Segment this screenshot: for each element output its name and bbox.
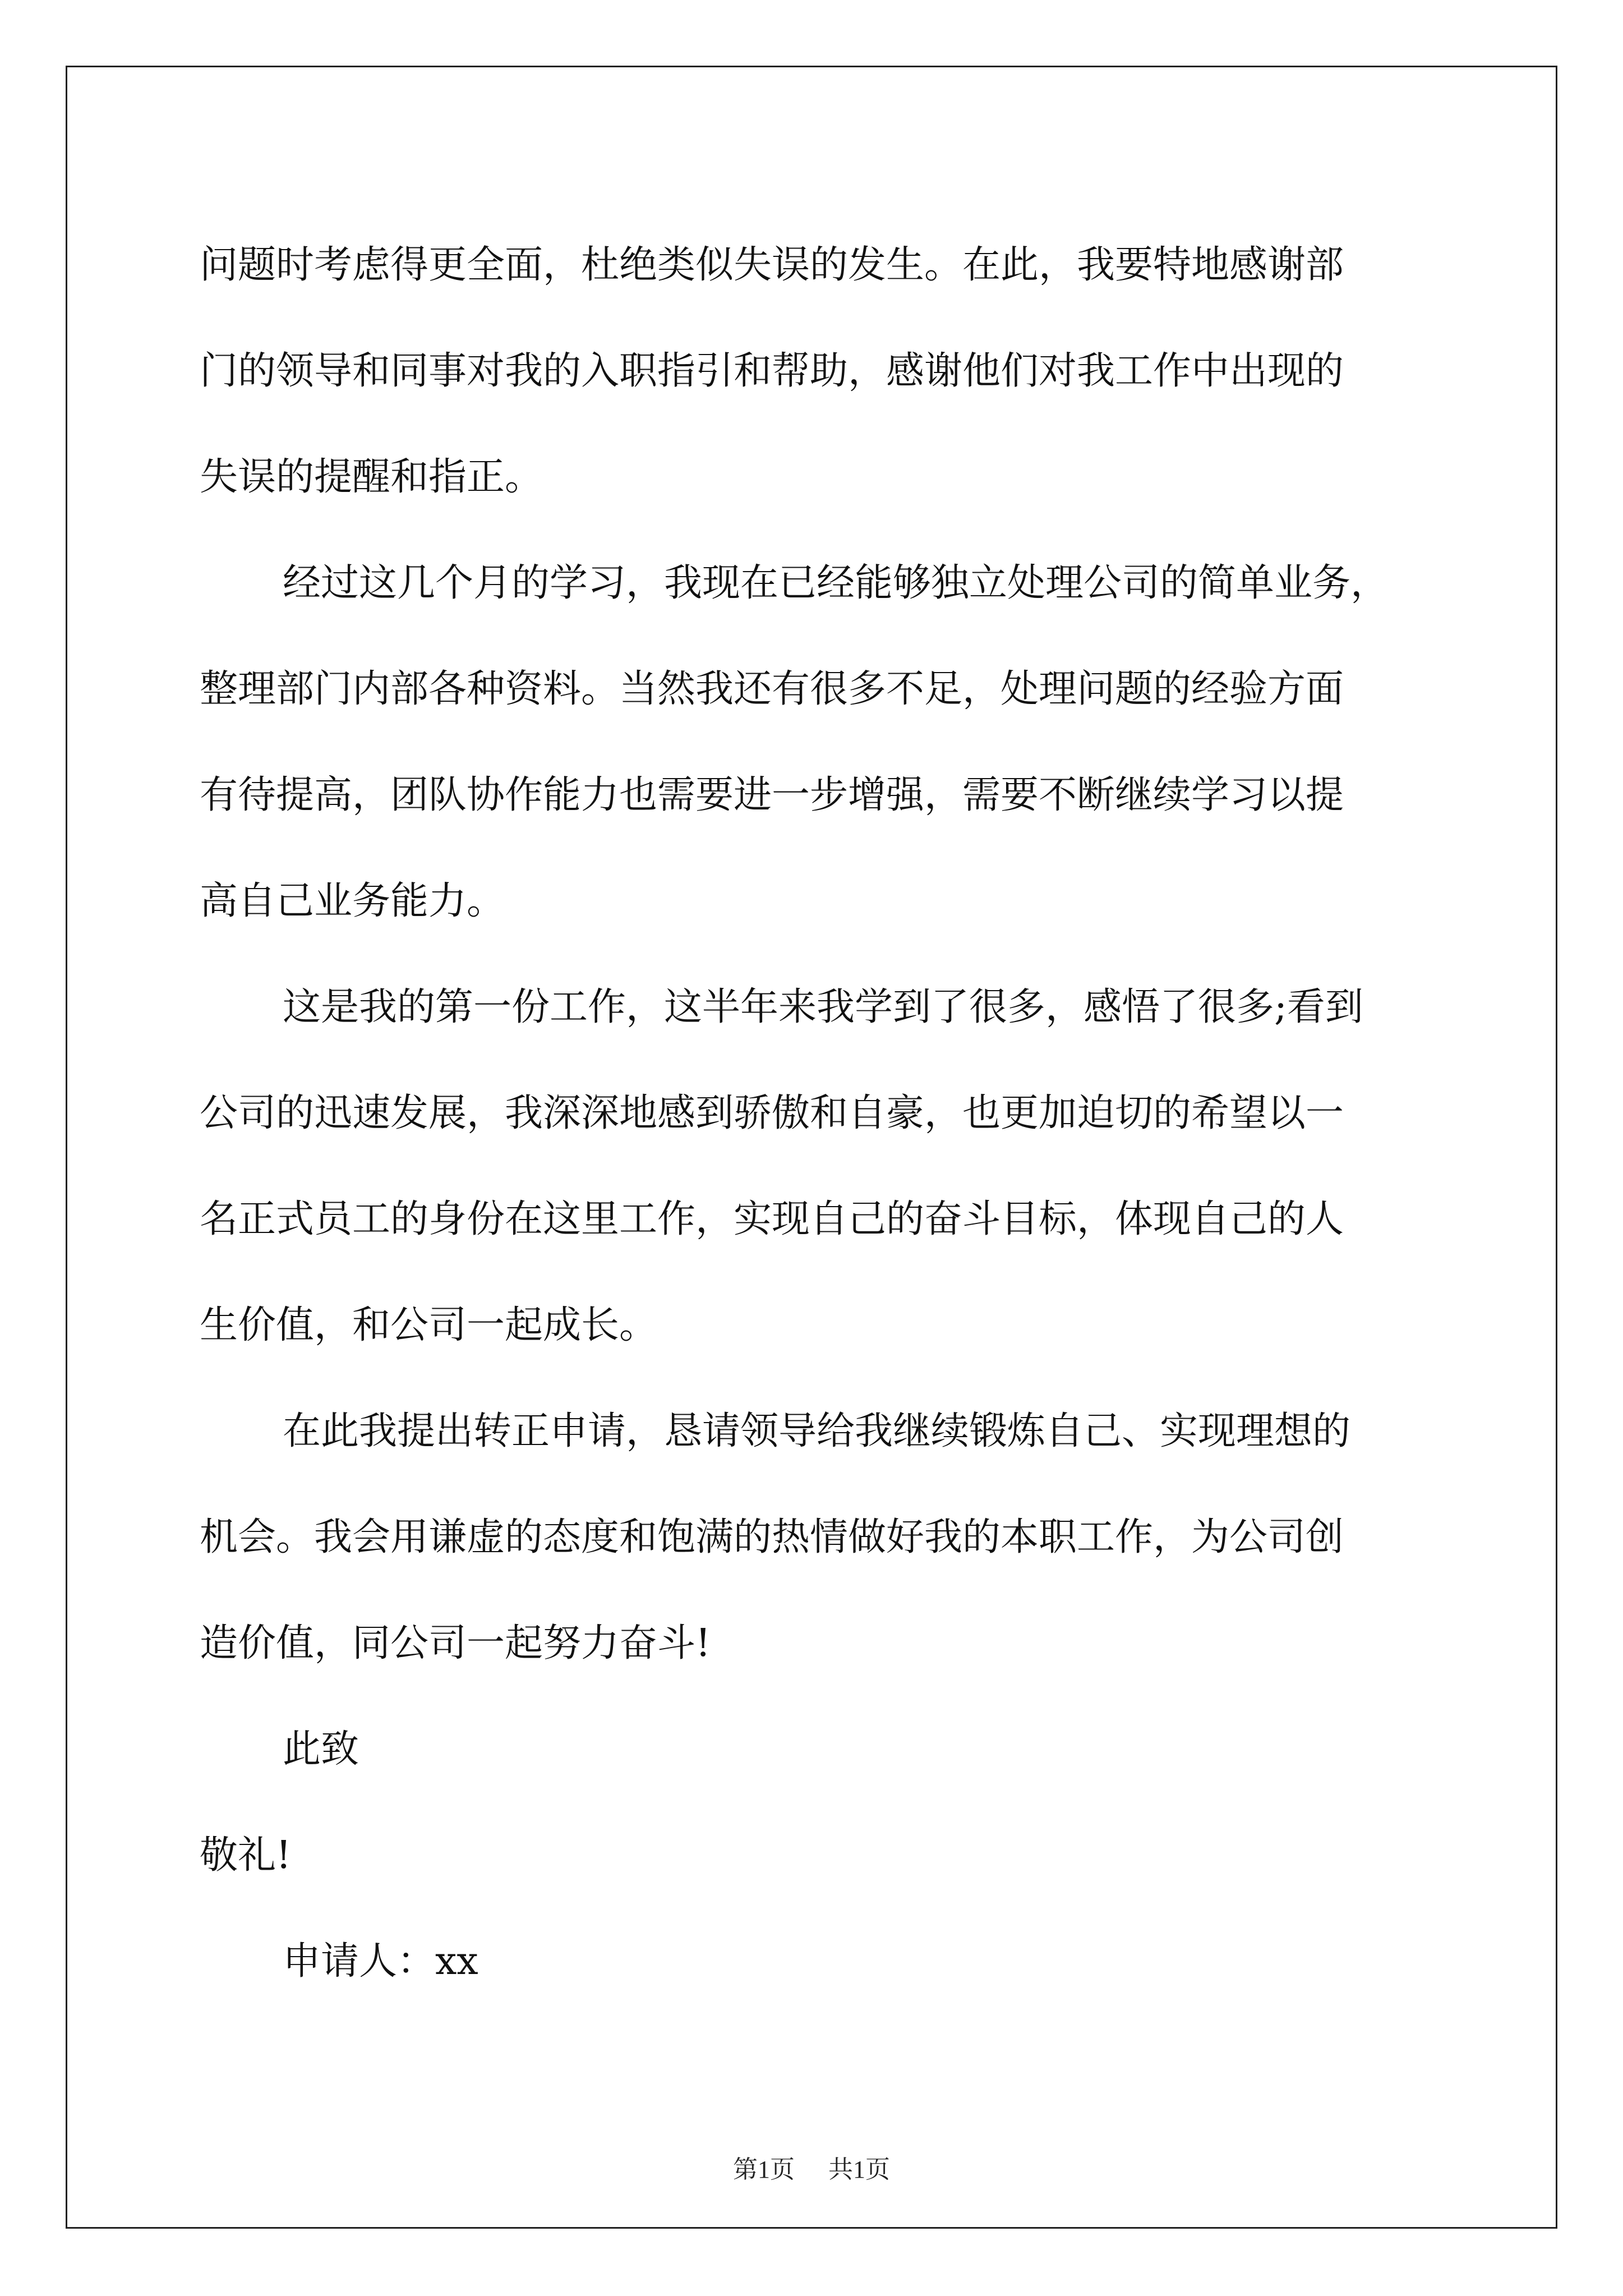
paragraph-2: [200, 530, 1456, 954]
applicant-signature: 申请人：xx: [283, 1939, 478, 1984]
text-line: 造价值，同公司一起努力奋斗!: [200, 1621, 711, 1665]
text-line: 有待提高，团队协作能力也需要进一步增强，需要不断继续学习以提: [200, 773, 1344, 817]
paragraph-3: [200, 954, 1456, 1378]
letter-body: [200, 212, 1456, 2014]
text-line: 问题时考虑得更全面，杜绝类似失误的发生。在此，我要特地感谢部: [200, 243, 1344, 287]
text-line: 公司的迅速发展，我深深地感到骄傲和自豪，也更加迫切的希望以一: [200, 1091, 1344, 1135]
text-line: 失误的提醒和指正。: [200, 455, 543, 499]
salutation: 此致: [283, 1727, 359, 1772]
page-total: 共1页: [828, 2156, 890, 2183]
text-line: 生价值，和公司一起成长。: [200, 1303, 658, 1347]
text-line: 名正式员工的身份在这里工作，实现自己的奋斗目标，体现自己的人: [200, 1197, 1344, 1241]
paragraph-4: [200, 1378, 1456, 1696]
regards: 敬礼!: [200, 1833, 292, 1878]
text-line: 机会。我会用谦虚的态度和饱满的热情做好我的本职工作，为公司创: [200, 1515, 1344, 1559]
text-line: 高自己业务能力。: [200, 879, 505, 923]
text-line: 整理部门内部各种资料。当然我还有很多不足，处理问题的经验方面: [200, 667, 1344, 711]
text-line: 这是我的第一份工作，这半年来我学到了很多，感悟了很多;看到: [283, 985, 1363, 1029]
text-line: 门的领导和同事对我的入职指引和帮助，感谢他们对我工作中出现的: [200, 349, 1344, 393]
page-number: 第1页: [733, 2156, 795, 2183]
text-line: 经过这几个月的学习，我现在已经能够独立处理公司的简单业务，: [283, 561, 1389, 605]
text-line: 在此我提出转正申请，恳请领导给我继续锻炼自己、实现理想的: [283, 1409, 1351, 1453]
page-footer: [0, 2153, 1623, 2187]
paragraph-1: [200, 212, 1456, 530]
